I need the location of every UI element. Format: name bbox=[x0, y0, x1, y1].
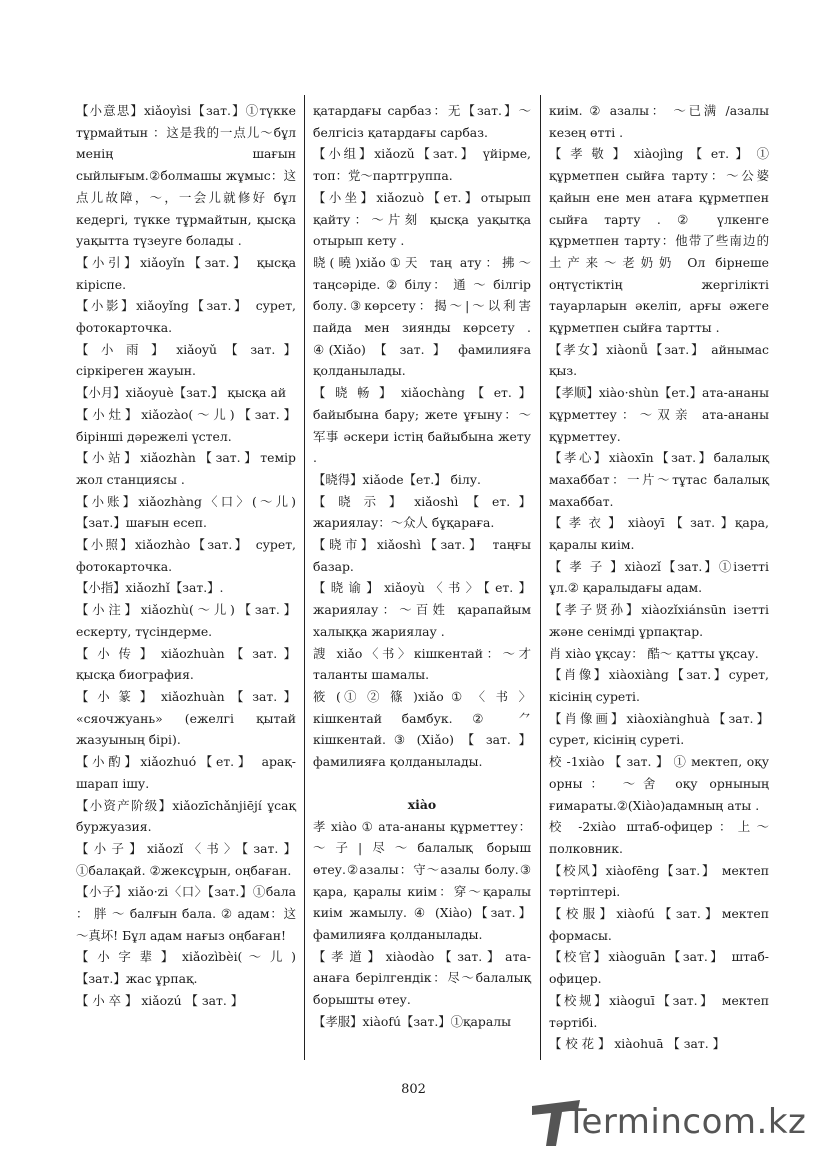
dictionary-entry: 【小影】xiǎoyǐng【зат.】 сурет, фотокарточка. bbox=[76, 298, 296, 336]
dictionary-entry: 【小子】xiǎo·zi〈口〉【зат.】①бала ： 胖 ～ балғын бала. ② адам：这～真坏! Бұл адам нағыз оңбаған! bbox=[76, 884, 296, 943]
column-2 bbox=[313, 100, 531, 1033]
dictionary-entry: 肖 xiào ұқсау： 酷～ қатты ұқсау. bbox=[549, 645, 759, 661]
dictionary-entry: 【校官】xiàoguān【зат.】 штаб-офицер. bbox=[549, 949, 769, 987]
dictionary-entry: 【晓得】xiǎode【ет.】 білу. bbox=[313, 471, 481, 487]
dictionary-entry: 【 小 卒 】 xiǎozú 【 зат. 】 bbox=[76, 992, 244, 1008]
dictionary-entry: 【孝女】xiàonǚ【зат.】 айнымас қыз. bbox=[549, 341, 769, 379]
column-3 bbox=[549, 100, 769, 1055]
dictionary-entry: 【小坐】xiǎozuò【ет.】отырып қайту：～片刻 қысқа уақытқа отырып кету . bbox=[313, 189, 531, 249]
logo-text: Termincom.kz bbox=[566, 1102, 807, 1142]
column-1 bbox=[76, 100, 296, 1012]
dictionary-entry: 校 -1xiào 【 зат. 】 ① мектеп, оқу орны： ～舍 оқу орнының ғимараты.②(Xiào)адамның аты . bbox=[549, 754, 769, 813]
dictionary-entry: 【孝心】xiàoxīn【зат.】балалық махаббат：一片～тұтас балалық махаббат. bbox=[549, 450, 769, 509]
dictionary-entry: 【 孝 子 】xiàozǐ【зат.】①ізетті ұл.② қаралыдағы адам. bbox=[549, 558, 769, 596]
dictionary-entry: киім. ② азалы： ～已满 /азалы кезең өтті . bbox=[549, 103, 769, 140]
dictionary-entry: 【 小 字 辈 】 xiǎozìbèi( ～ 儿 )【зат.】жас ұрпақ. bbox=[76, 949, 296, 987]
dictionary-entry: 【小意思】xiǎoyìsi【зат.】①түкке тұрмайтын ：这是我的一点儿～бұл менің шағын сыйлығым.②болмашы жұмыс：这点儿故障，～，一会儿就修好 бұл кедергі, түкке тұрмайтын, қысқа уақытта түзеуге болады . bbox=[76, 103, 296, 249]
dictionary-entry: 【小引】xiǎoyǐn【зат.】 қысқа кіріспе. bbox=[76, 254, 296, 292]
column-divider bbox=[540, 95, 541, 1060]
dictionary-entry: 筱 (① ② 篠 )xiǎo ① 〈 书 〉кішкентай бамбук. ② ⺈кішкентай. ③ (Xiǎo) 【 зат. 】 фамилияға қолданылады. bbox=[313, 688, 531, 770]
dictionary-entry: 【校风】xiàofēng【зат.】 мектеп тәртіптері. bbox=[549, 862, 769, 900]
dictionary-entry: 【 小 篆 】 xiǎozhuàn 【 зат. 】 «сяочжуань» (ежелгі қытай жазуының бірі). bbox=[76, 688, 296, 748]
dictionary-entry: 【小灶】xiǎozào(～儿)【зат.】 бірінші дәрежелі үстел. bbox=[76, 406, 296, 444]
dictionary-entry: 【 晓 畅 】 xiǎochàng 【 ет. 】 байыбына бару; жете ұғыну：～军事 әскери істің байыбына жету . bbox=[313, 385, 531, 466]
dictionary-entry: 【肖像】xiàoxiàng【зат.】сурет, кісінің суреті. bbox=[549, 667, 769, 704]
dictionary-entry: 【孝服】xiàofú【зат.】①қаралы bbox=[313, 1013, 511, 1029]
dictionary-entry: 【小站】xiǎozhàn【зат.】темір жол станциясы . bbox=[76, 450, 296, 487]
dictionary-entry: 【 校 服 】 xiàofú 【 зат. 】 мектеп формасы. bbox=[549, 906, 769, 943]
dictionary-entry: қатардағы сарбаз：无【зат.】～белгісіз қатардағы сарбаз. bbox=[313, 103, 531, 140]
dictionary-entry: 【晓谕】xiǎoyù〈书〉【ет.】жариялау：～百姓 қарапайым халыққа жариялау . bbox=[313, 580, 531, 639]
dictionary-entry: 【小注】xiǎozhù(～儿)【зат.】 ескерту, түсіндерме. bbox=[76, 602, 296, 639]
dictionary-entry: 【 孝 敬 】 xiàojìng 【 ет. 】 ① құрметпен сыйға тарту：～公婆 қайын ене мен атаға құрметпен сыйға тарту . ② үлкенге құрметпен тарту：他带了些南边的土产来～老奶奶 Ол бірнеше оңтүстіктің жергілікті тауарларын әкеліп, арғы әжеге құрметпен сыйға тартты . bbox=[549, 146, 769, 336]
dictionary-entry: 謏 xiǎo〈书〉кішкентай：～才 таланты шамалы. bbox=[313, 645, 531, 683]
dictionary-entry: 孝 xiào ① ата-ананы құрметтеу：～子|尽～балалық борыш өтеу.②азалы：守～азалы болу.③ қара, қаралы киім：穿～қаралы киім жамылу. ④ (Xiào)【зат.】фамилияға қолданылады. bbox=[313, 818, 531, 943]
page-number: 802 bbox=[401, 1082, 426, 1097]
dictionary-entry: 【小指】xiǎozhǐ【зат.】. bbox=[76, 580, 224, 596]
dictionary-entry: 【 孝 衣 】 xiàoyī 【 зат. 】қара, қаралы киім. bbox=[549, 515, 769, 553]
dictionary-entry: 【小子】xiǎozǐ〈书〉【зат.】①балақай. ②жексұрын, оңбаған. bbox=[76, 840, 296, 878]
termincom-logo bbox=[526, 1096, 816, 1152]
dictionary-entry: 【孝子贤孙】xiàozǐxiánsūn ізетті және сенімді ұрпақтар. bbox=[549, 602, 769, 639]
dictionary-entry: 【小月】xiǎoyuè【зат.】 қысқа ай bbox=[76, 385, 287, 401]
dictionary-entry: 【小资产阶级】xiǎozīchǎnjiējí ұсақ буржуазия. bbox=[76, 797, 296, 835]
dictionary-entry: 【 校 花 】 xiàohuā 【 зат. 】 bbox=[549, 1036, 725, 1052]
dictionary-entry: 校 -2xiào штаб-офицер：上～полковник. bbox=[549, 819, 769, 856]
dictionary-entry: 【晓市】xiǎoshì【зат.】 таңғы базар. bbox=[313, 537, 531, 574]
dictionary-entry: 【小账】xiǎozhàng〈口〉(～儿)【зат.】шағын есеп. bbox=[76, 493, 296, 531]
dictionary-entry: 【 孝 道 】 xiàodào 【 зат. 】 ата-анаға берілгендік：尽～балалық борышты өтеу. bbox=[313, 948, 531, 1008]
dictionary-entry: 【孝顺】xiào·shùn【ет.】ата-ананы құрметтеу：～双亲 ата-ананы құрметтеу. bbox=[549, 385, 769, 444]
dictionary-entry: 【小照】xiǎozhào【зат.】 сурет, фотокарточка. bbox=[76, 537, 296, 574]
column-divider bbox=[304, 95, 305, 1060]
dictionary-entry: 晓(曉)xiǎo①天 таң ату：拂～таңсәріде. ② білу： 通 ～ білгір болу.③көрсету：揭～|～以利害 пайда мен зиянды көрсету . ④(Xiǎo) 【 зат. 】 фамилияға қолданылады. bbox=[313, 254, 531, 379]
section-heading: xiào bbox=[407, 796, 437, 812]
dictionary-entry: 【肖像画】xiàoxiànghuà【зат.】сурет, кісінің суреті. bbox=[549, 710, 769, 748]
dictionary-entry: 【 晓 示 】 xiǎoshì 【 ет. 】 жариялау：～众人 бұқараға. bbox=[313, 493, 531, 531]
dictionary-entry: 【校规】xiàoguī【зат.】 мектеп тәртібі. bbox=[549, 992, 769, 1030]
dictionary-entry: 【小组】xiǎozǔ【зат.】 үйірме, топ：党～партгруппа. bbox=[313, 146, 531, 184]
dictionary-entry: 【 小 雨 】 xiǎoyǔ 【 зат. 】 сіркіреген жауын. bbox=[76, 341, 296, 379]
dictionary-entry: 【 小 传 】 xiǎozhuàn 【 зат. 】 қысқа биография. bbox=[76, 645, 296, 683]
dictionary-entry: 【小酌】xiǎozhuó【ет.】 арақ-шарап ішу. bbox=[76, 754, 296, 791]
